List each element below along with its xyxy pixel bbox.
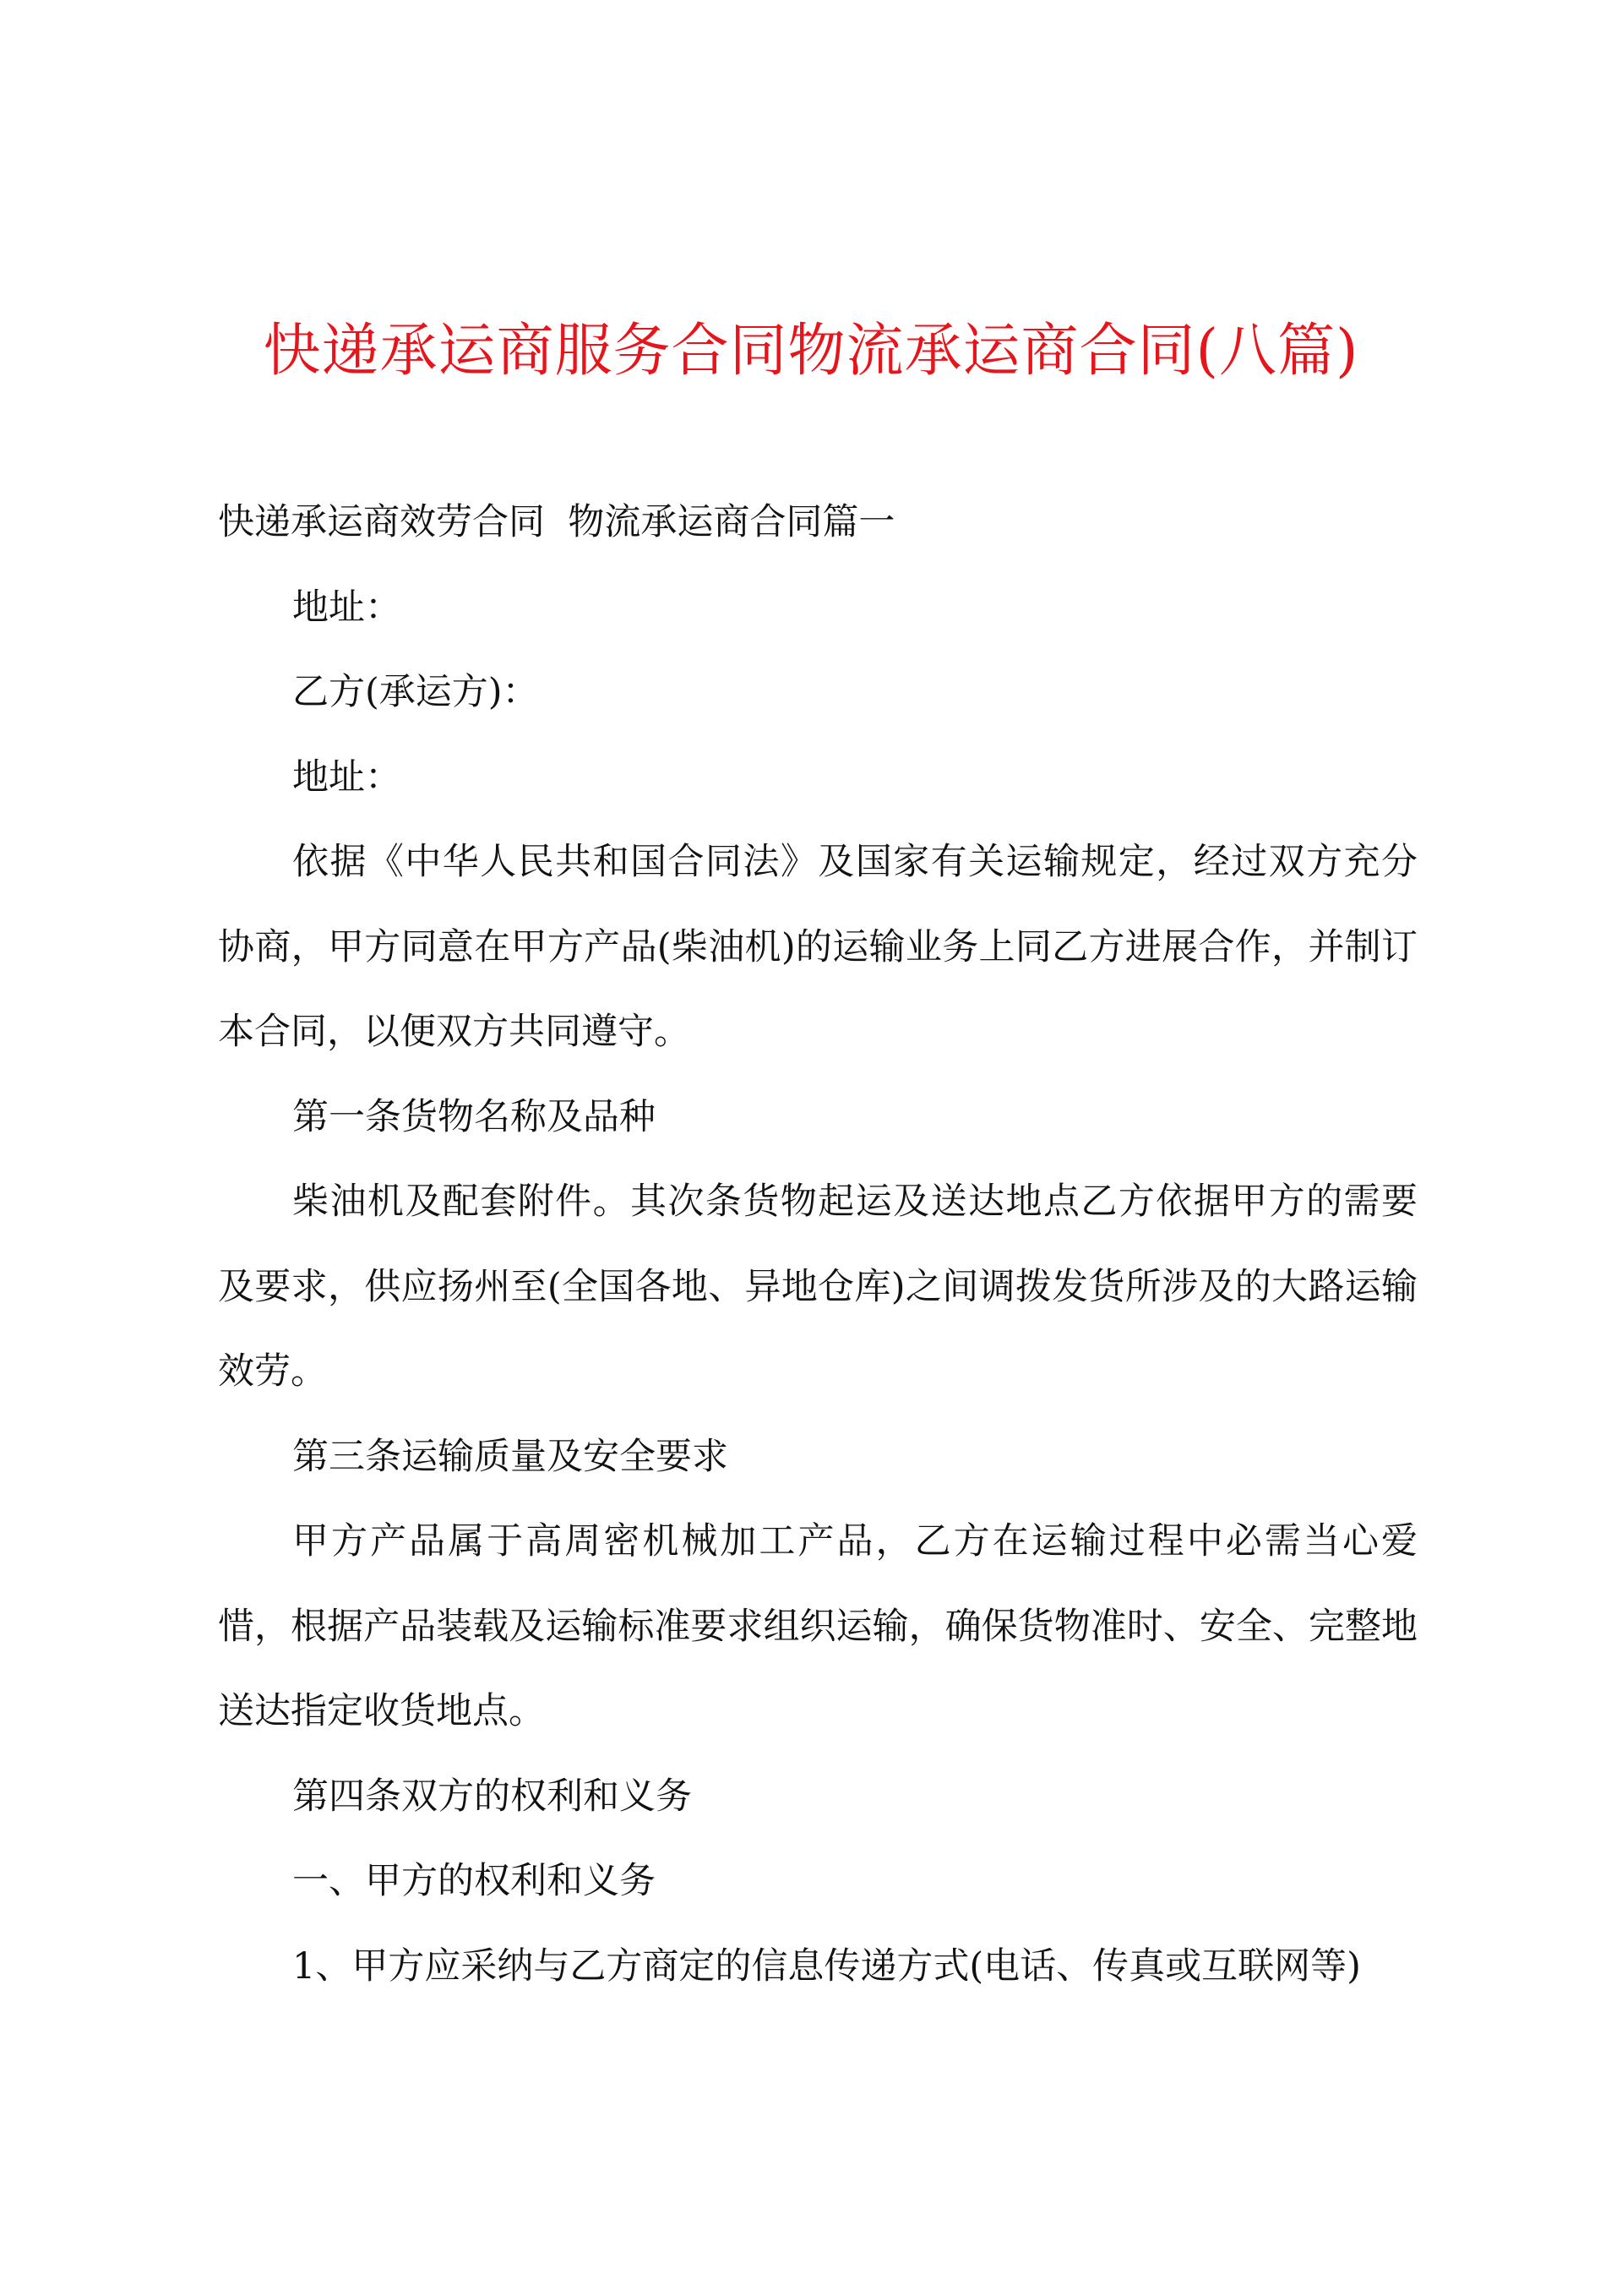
article-heading: 第一条货物名称及品种 xyxy=(292,1095,656,1138)
subsection-heading: 一、甲方的权利和义务 xyxy=(292,1860,656,1902)
section-heading: 快递承运商效劳合同 物流承运商合同篇一 xyxy=(218,501,895,543)
document-title: 快递承运商服务合同物流承运商合同(八篇) xyxy=(263,318,1359,384)
address-line: 地址： xyxy=(292,755,401,799)
article-paragraph: 甲方产品属于高周密机械加工产品，乙方在运输过程中必需当心爱惜，根据产品装载及运输标准要求组织运输，确保货物准时、安全、完整地送达指定收货地点。 xyxy=(218,1520,1418,1732)
article-heading: 第四条双方的权利和义务 xyxy=(292,1775,692,1818)
address-line: 地址： xyxy=(292,586,401,629)
document-body xyxy=(218,480,1418,2009)
preamble-paragraph: 依据《中华人民共和国合同法》及国家有关运输规定，经过双方充分协商，甲方同意在甲方产品(柴油机)的运输业务上同乙方进展合作，并制订本合同，以便双方共同遵守。 xyxy=(218,841,1418,1053)
article-heading: 第三条运输质量及安全要求 xyxy=(292,1435,728,1478)
article-paragraph: 柴油机及配套附件。其次条货物起运及送达地点乙方依据甲方的需要及要求，供应扬州至(全国各地、异地仓库)之间调拨发货所涉及的大路运输效劳。 xyxy=(218,1181,1418,1393)
clause-paragraph: 1、甲方应采纳与乙方商定的信息传递方式(电话、传真或互联网等) xyxy=(292,1944,1361,1988)
party-b-line: 乙方(承运方)： xyxy=(292,671,539,713)
